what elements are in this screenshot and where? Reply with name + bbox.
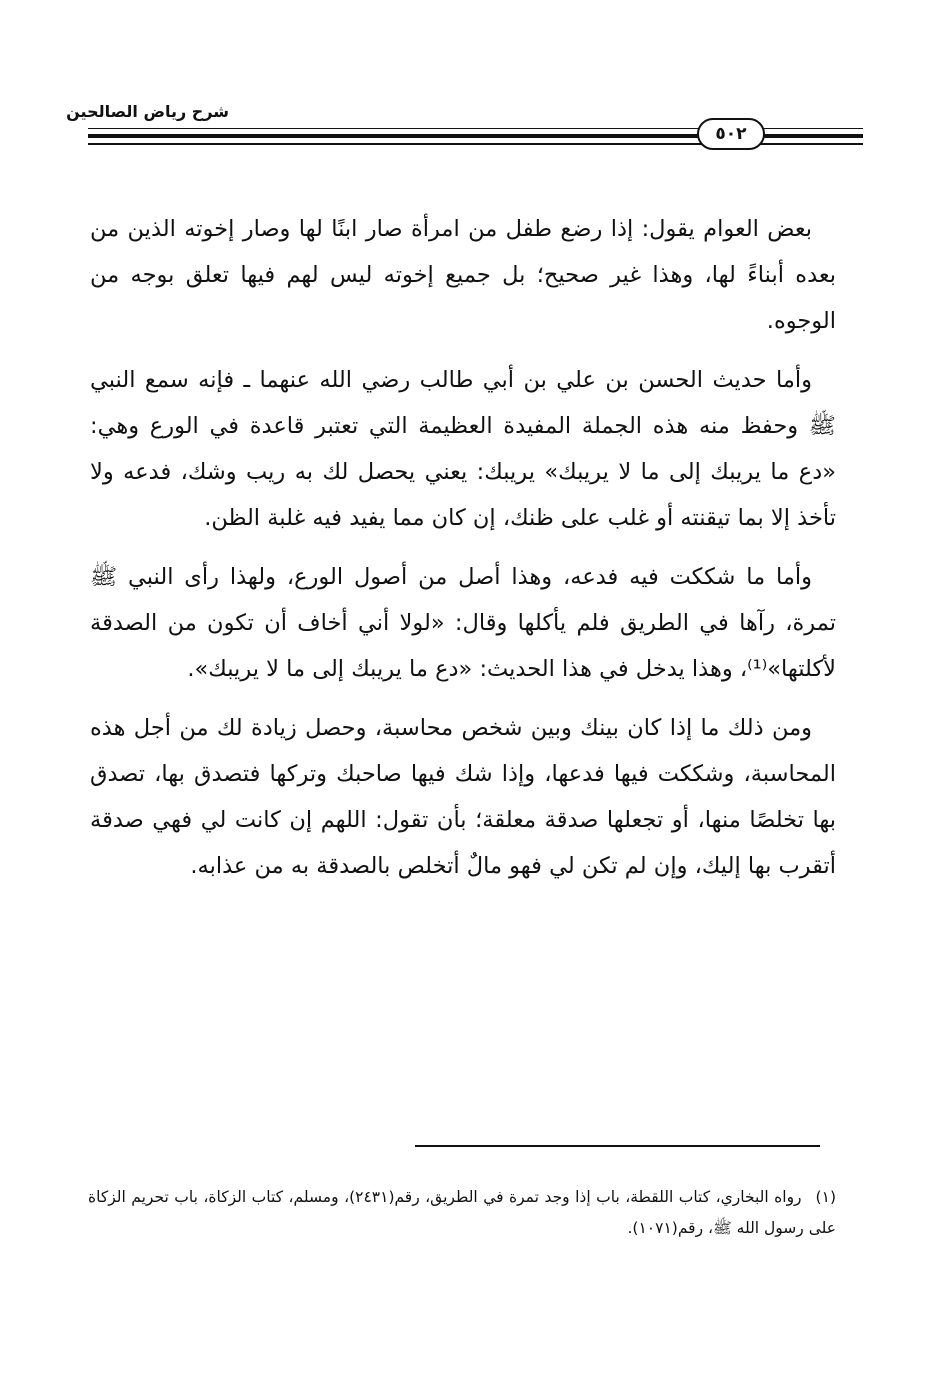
paragraph: بعض العوام يقول: إذا رضع طفل من امرأة صار ابنًا لها وصار إخوته الذين من بعده أبناءً لها، وهذا غير صحيح؛ بل جميع إخوته ليس لهم فيها تعلق بوجه من الوجوه. bbox=[90, 216, 836, 334]
running-header-title: شرح رياض الصالحين bbox=[66, 102, 229, 121]
main-text bbox=[90, 206, 836, 902]
paragraph: وأما ما شككت فيه فدعه، وهذا أصل من أصول الورع، ولهذا رأى النبي ﷺ تمرة، رآها في الطريق فلم يأكلها وقال: «لولا أني أخاف أن تكون من الصدقة لأكلتها»⁽¹⁾، وهذا يدخل في هذا الحديث: «دع ما يريبك إلى ما لا يريبك». bbox=[90, 564, 836, 682]
page-number-badge bbox=[697, 118, 765, 150]
footnote-marker: (١) bbox=[815, 1188, 836, 1206]
page-number: ٥٠٢ bbox=[715, 124, 747, 144]
paragraph: وأما حديث الحسن بن علي بن أبي طالب رضي الله عنهما ـ فإنه سمع النبي ﷺ وحفظ منه هذه الجملة المفيدة العظيمة التي تعتبر قاعدة في الورع وهي: «دع ما يريبك إلى ما لا يريبك» يريبك: يعني يحصل لك به ريب وشك، فدعه ولا تأخذ إلا بما تيقنته أو غلب على ظنك، إن كان مما يفيد فيه غلبة الظن. bbox=[90, 367, 836, 531]
paragraph: ومن ذلك ما إذا كان بينك وبين شخص محاسبة، وحصل زيادة لك من أجل هذه المحاسبة، وشككت فيها فدعها، وإذا شك فيها صاحبك وتركها فتصدق بها، تصدق بها تخلصًا منها، أو تجعلها صدقة معلقة؛ بأن تقول: اللهم إن كانت لي فهي صدقة أتقرب بها إليك، وإن لم تكن لي فهو مالٌ أتخلص بالصدقة به من عذابه. bbox=[90, 715, 836, 879]
footnote bbox=[88, 1182, 836, 1244]
footnote-text: رواه البخاري، كتاب اللقطة، باب إذا وجد تمرة في الطريق، رقم(٢٤٣١)، ومسلم، كتاب الزكاة، باب تحريم الزكاة على رسول الله ﷺ، رقم(١٠٧١). bbox=[88, 1188, 836, 1237]
footnote-separator bbox=[415, 1145, 820, 1147]
